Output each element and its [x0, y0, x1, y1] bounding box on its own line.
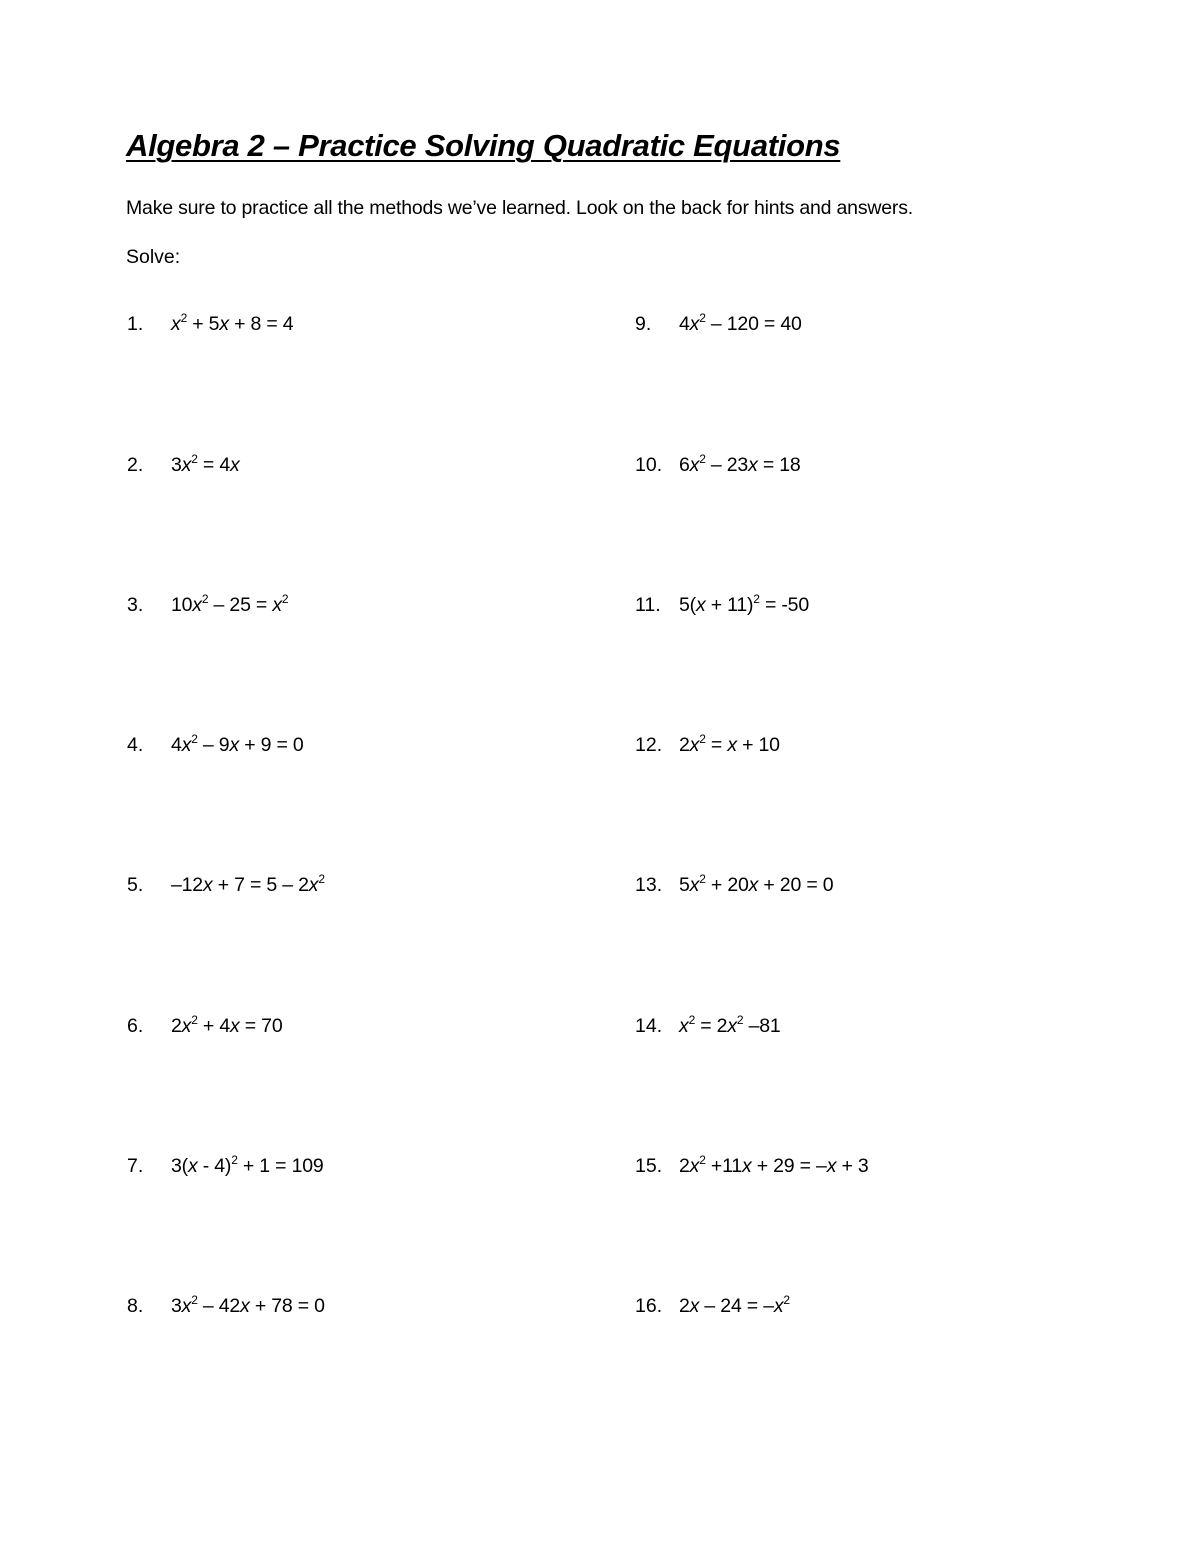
problem-number: 14. — [635, 1015, 663, 1037]
problem-equation: $2x^2 = x + 10$ — [679, 732, 780, 756]
problem-number: 3. — [127, 594, 144, 616]
problem-equation: $6x^2 - 23x = 18$ — [679, 452, 801, 476]
solve-label: Solve: — [126, 246, 181, 268]
problem-number: 16. — [635, 1295, 663, 1317]
problem-equation: 3(x - 4)$^2$ + 1 = 109 — [171, 1153, 324, 1177]
problem-number: 6. — [127, 1015, 144, 1037]
problem-equation: $-12x + 7 = 5 - 2x^2$ — [171, 872, 325, 896]
problem-number: 1. — [127, 313, 144, 335]
problem-equation: $10x^2 - 25 = x^2$ — [171, 592, 289, 616]
worksheet-title: Algebra 2 – Practice Solving Quadratic Equations — [126, 128, 841, 163]
problem-equation: $4x^2 - 9x + 9 = 0$ — [171, 732, 304, 756]
problem-equation: $x^2 = 2x^2$ –81 — [679, 1013, 781, 1037]
problem-equation: $4x^2 - 120 = 40$ — [679, 311, 802, 335]
problem-equation: $3x^2 - 42x + 78 = 0$ — [171, 1293, 325, 1317]
problem-number: 7. — [127, 1155, 144, 1177]
problem-number: 2. — [127, 454, 144, 476]
problem-number: 15. — [635, 1155, 663, 1177]
problem-equation: $2x^2 +11x + 29 = -x + 3$ — [679, 1153, 869, 1177]
problem-number: 5. — [127, 874, 144, 896]
problem-equation: $5x^2 + 20x + 20 = 0$ — [679, 872, 834, 896]
problem-number: 8. — [127, 1295, 144, 1317]
problem-equation: $x^2 + 5x + 8 = 4$ — [171, 311, 294, 335]
problem-number: 10. — [635, 454, 663, 476]
instructions-text: Make sure to practice all the methods we’ve learned. Look on the back for hints and answers. — [126, 197, 913, 219]
problem-equation: $2x - 24 = -x^2$ — [679, 1293, 790, 1317]
problem-number: 12. — [635, 734, 663, 756]
problem-number: 4. — [127, 734, 144, 756]
problem-number: 9. — [635, 313, 652, 335]
problem-number: 11. — [635, 594, 661, 616]
problem-number: 13. — [635, 874, 663, 896]
problem-equation: $3x^2 = 4x$ — [171, 452, 240, 476]
problem-equation: $5(x + 11)^2 = -50$ — [679, 592, 809, 616]
problem-equation: $2x^2 + 4x = 70$ — [171, 1013, 283, 1037]
